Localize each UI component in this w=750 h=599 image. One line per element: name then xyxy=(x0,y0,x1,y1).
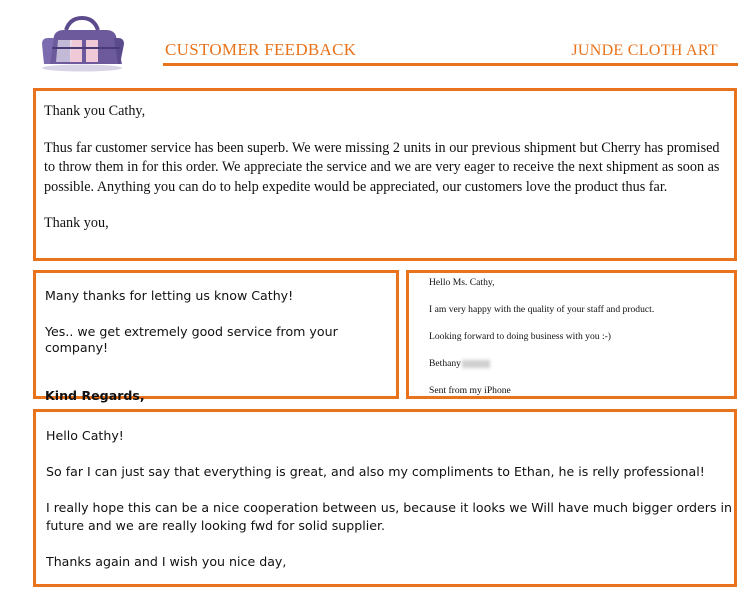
brand-name: JUNDE CLOTH ART xyxy=(571,42,718,59)
feedback-line: Looking forward to doing business with you :-) xyxy=(429,331,611,342)
signature-name: Bethany xyxy=(429,358,461,369)
feedback-signature xyxy=(429,358,734,370)
feedback-line: Many thanks for letting us know Cathy! xyxy=(45,288,294,303)
feedback-footer: Sent from my iPhone xyxy=(429,385,511,396)
redacted-surname xyxy=(462,360,490,368)
feedback-line: I am very happy with the quality of your staff and product. xyxy=(429,304,655,315)
feedback-card-4 xyxy=(33,409,737,587)
feedback-body: Thus far customer service has been superb. We were missing 2 units in our previous shipment but Cherry has promised to throw them in for this order. We appreciate the service and we are very eager to receive the next shipment as soon as possible. Anything you can do to help expedite would be appreciated, our customers love the product thus far. xyxy=(44,139,720,195)
feedback-greeting: Hello Ms. Cathy, xyxy=(429,277,495,288)
feedback-closing: Kind Regards, xyxy=(45,388,145,403)
bag-icon xyxy=(36,14,128,72)
feedback-card-3 xyxy=(406,270,737,399)
feedback-greeting: Thank you Cathy, xyxy=(44,103,146,119)
feedback-line: I really hope this can be a nice cooperation between us, because it looks we Will have much bigger orders in future and we are really looking fwd for solid supplier. xyxy=(46,500,733,533)
page-title: CUSTOMER FEEDBACK xyxy=(165,40,357,59)
feedback-line: Yes.. we get extremely good service from your company! xyxy=(45,324,338,355)
feedback-closing: Thank you, xyxy=(44,215,109,231)
feedback-greeting: Hello Cathy! xyxy=(46,428,124,443)
header-divider xyxy=(163,63,738,66)
feedback-closing: Thanks again and I wish you nice day, xyxy=(46,554,287,569)
feedback-card-1 xyxy=(33,88,737,261)
feedback-card-2 xyxy=(33,270,399,403)
feedback-line: So far I can just say that everything is great, and also my compliments to Ethan, he is relly professional! xyxy=(46,464,705,479)
